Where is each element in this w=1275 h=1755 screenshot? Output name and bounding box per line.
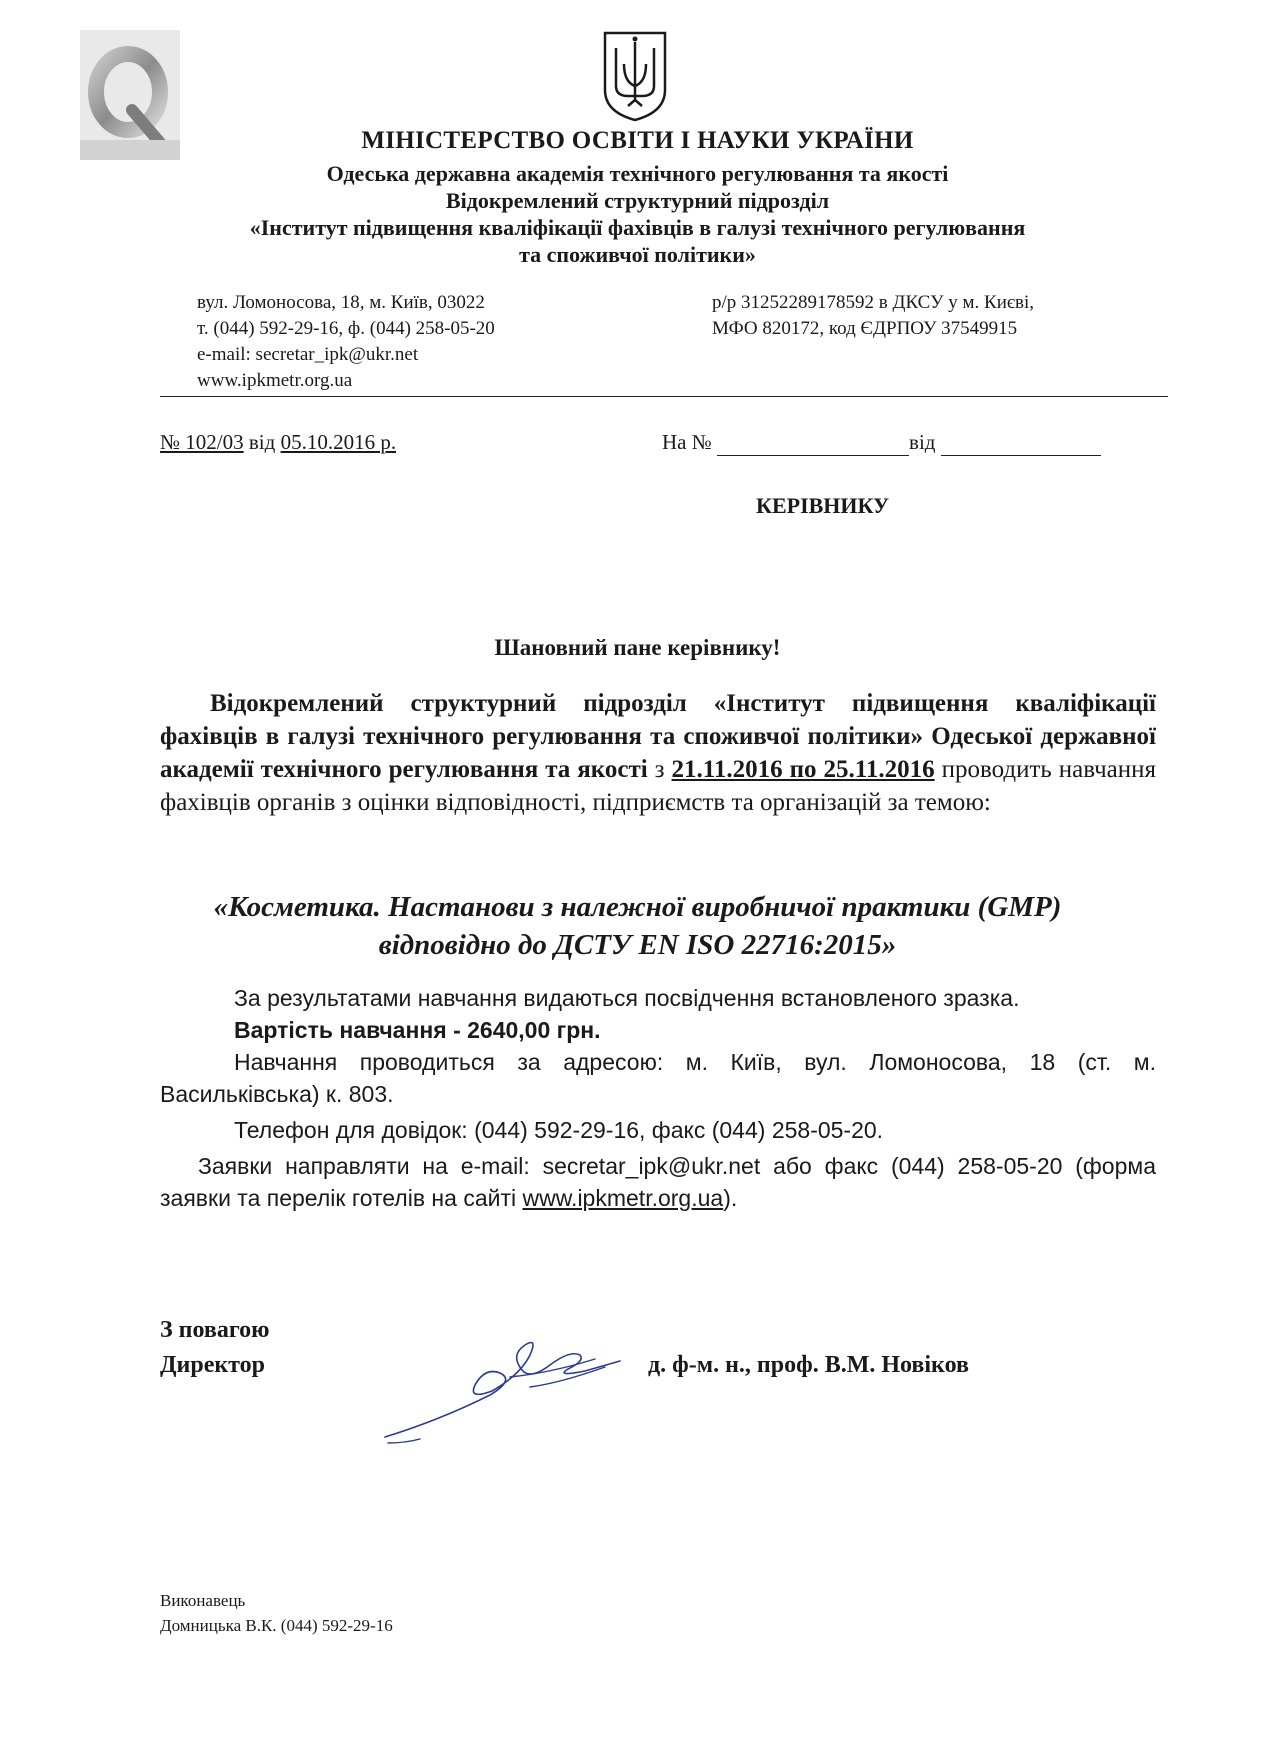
institute-name-line1: «Інститут підвищення кваліфікації фахівців в галузі технічного регулювання [249,215,1026,240]
course-title-line2: відповідно до ДСТУ EN ISO 22716:2015» [378,929,897,961]
reply-date-blank [941,430,1101,456]
handwritten-signature [380,1325,630,1450]
closing-phrase: З повагою [160,1317,270,1343]
bank-account: р/р 31252289178592 в ДКСУ у м. Києві, [712,292,1035,313]
outgoing-reference [160,430,396,455]
bank-code: МФО 820172, код ЄДРПОУ 37549915 [712,318,1018,339]
institute-name-line2: та споживчої політики» [519,242,756,267]
contact-block [197,290,495,394]
bank-details [712,290,1034,342]
contact-phone: Телефон для довідок: (044) 592-29-16, факс (044) 258-05-20. [234,1117,884,1143]
intro-rest: проводить навчання фахівців органів з оцінки відповідності, підприємств та організацій за темою: [160,756,1157,816]
executor-block [160,1588,393,1638]
reply-from-word: від [909,430,936,454]
signature-block [160,1313,270,1383]
reply-number-blank [717,430,909,456]
institute-address: вул. Ломоносова, 18, м. Київ, 03022 [197,292,485,313]
intro-organisation: Відокремлений структурний підрозділ «Інститут підвищення кваліфікації фахівців в галузі технічного регулювання та споживчої політики» Одеської державної академії технічного регулювання та якості [160,690,1156,783]
intro-from-word: з [654,756,665,783]
reference-date: 05.10.2016 р. [280,430,397,454]
intro-paragraph [160,687,1156,819]
institute-website: www.ipkmetr.org.ua [197,370,353,391]
incoming-reference [662,430,1101,456]
reference-number: № 102/03 [160,430,244,454]
institute-phone: т. (044) 592-29-16, ф. (044) 258-05-20 [197,318,495,339]
reply-number-label: На № [662,430,712,454]
header-divider [160,396,1168,397]
executor-name: Домницька В.К. (044) 592-29-16 [160,1616,393,1635]
signer-name: д. ф-м. н., проф. В.М. Новіков [648,1352,969,1378]
coat-of-arms-icon [600,30,670,122]
applications-text: Заявки направляти на e-mail: secretar_ipk@ukr.net або факс (044) 258-05-20 (форма заявки та перелік готелів на сайті [160,1153,1156,1211]
training-venue: Навчання проводиться за адресою: м. Київ, вул. Ломоносова, 18 (ст. м. Васильківська) к. 803. [160,1049,1156,1107]
course-title-line1: «Косметика. Настанови з належної виробничої практики (GMP) [213,891,1062,923]
executor-label: Виконавець [160,1591,246,1610]
division-name: Відокремлений структурний підрозділ [445,188,830,213]
institute-email: e-mail: secretar_ipk@ukr.net [197,344,419,365]
applications-note [160,1150,1156,1214]
ministry-title: МІНІСТЕРСТВО ОСВІТИ І НАУКИ УКРАЇНИ [361,127,914,154]
greeting: Шановний пане керівнику! [494,635,781,660]
reference-from-word: від [248,430,276,454]
applications-end: ). [723,1185,738,1211]
signer-position: Директор [160,1352,265,1378]
training-dates: 21.11.2016 по 25.11.2016 [671,756,935,783]
academy-name: Одеська державна академія технічного регулювання та якості [326,161,949,186]
training-cost: Вартість навчання - 2640,00 грн. [234,1017,601,1043]
certificate-note: За результатами навчання видаються посвідчення встановленого зразка. [234,985,1020,1011]
website-link[interactable]: www.ipkmetr.org.ua [522,1185,724,1211]
addressee: КЕРІВНИКУ [756,493,890,518]
